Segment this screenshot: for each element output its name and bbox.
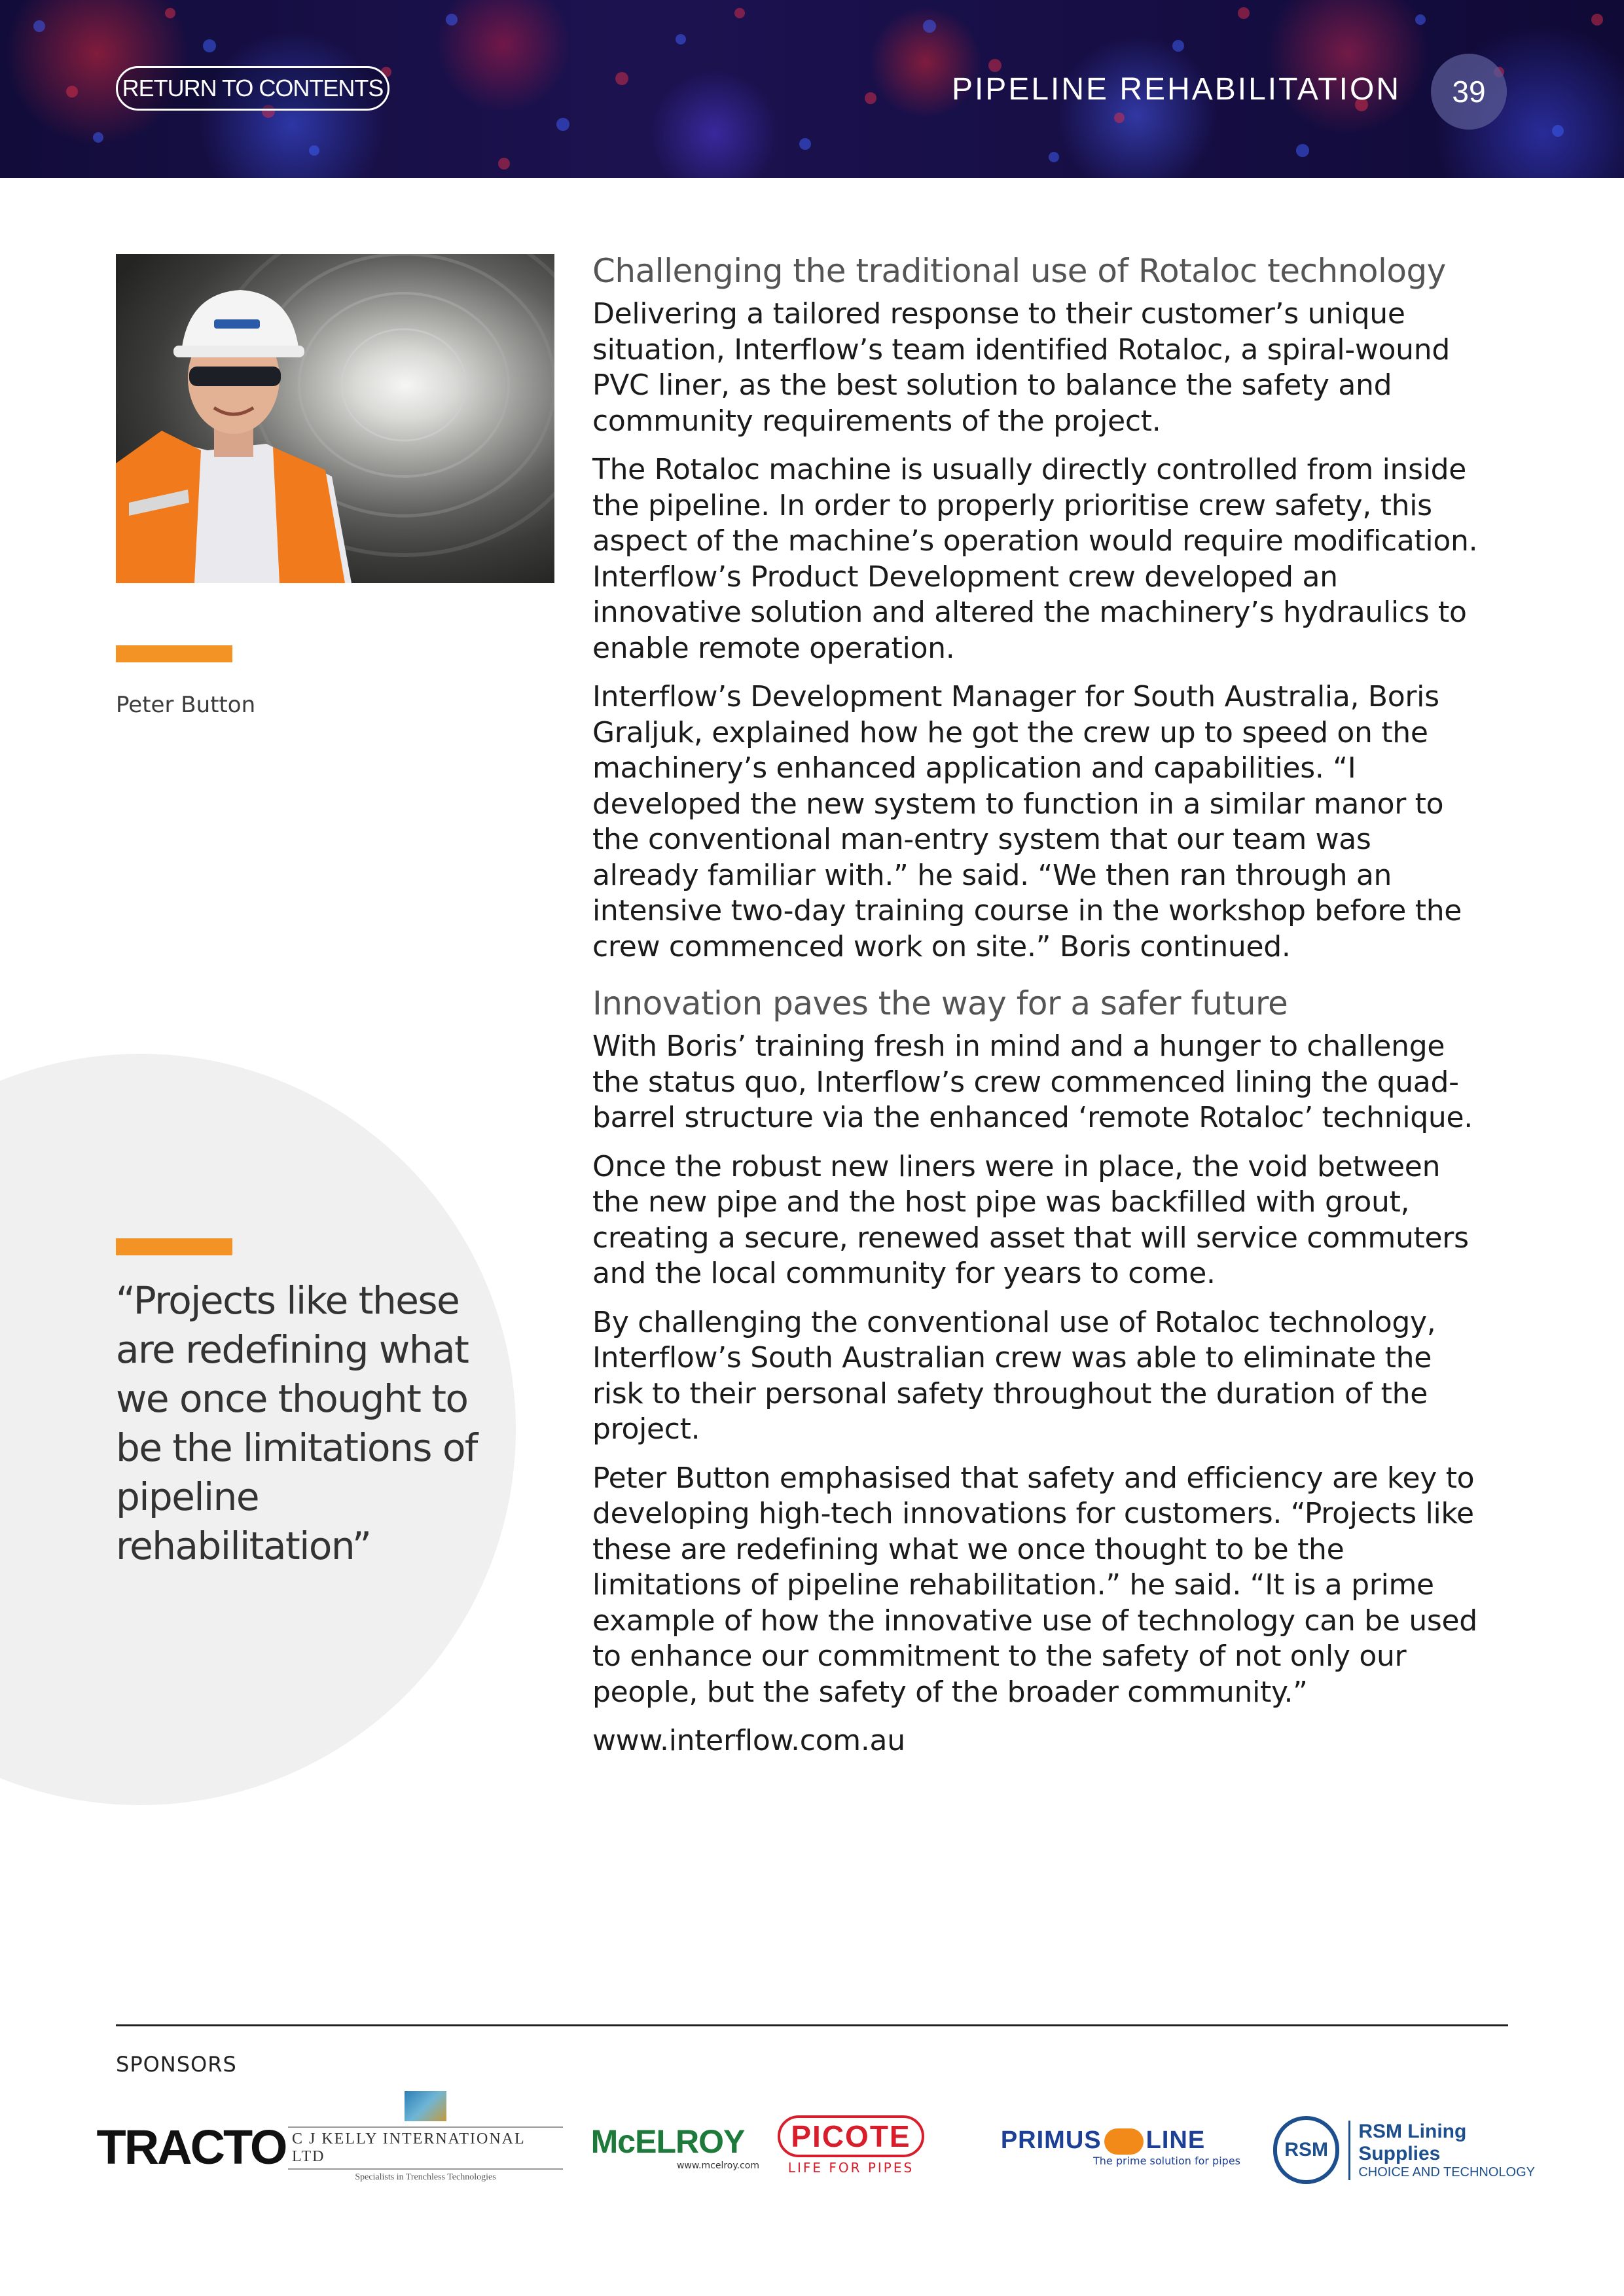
mcelroy-url: www.mcelroy.com [676, 2161, 759, 2171]
website-link[interactable]: www.interflow.com.au [592, 1724, 905, 1757]
person-in-pipe-illustration [116, 254, 554, 583]
return-to-contents-button[interactable]: RETURN TO CONTENTS [116, 66, 389, 111]
primus-ring-icon [1104, 2128, 1144, 2155]
tracto-wordmark: TRACTO [96, 2119, 286, 2174]
sponsor-logo-mcelroy[interactable] [576, 2117, 759, 2176]
article-heading-1: Challenging the traditional use of Rotaloc technology [592, 252, 1446, 290]
mcelroy-wordmark: McELROY [590, 2123, 745, 2160]
quote-accent-bar [116, 1238, 232, 1255]
rsm-circle-icon: RSM [1273, 2116, 1339, 2184]
sponsor-logo-picote[interactable] [776, 2113, 926, 2178]
primus-line-wordmark [1001, 2126, 1205, 2155]
footer-divider [116, 2024, 1508, 2026]
line-word-part: LINE [1146, 2126, 1206, 2154]
rsm-tagline: CHOICE AND TECHNOLOGY [1358, 2164, 1536, 2179]
article-paragraph: Interflow’s Development Manager for South Australia, Boris Graljuk, explained how he got the crew up to speed on the machinery’s enhanced application and capabilities. “I developed the new system to function in a similar manor to the conventional man-entry system that our team was already familiar with.” he said. “We then ran through an intensive two-day training course in the workshop before the crew commenced work on site.” Boris continued. [592, 680, 1462, 963]
picote-wordmark: PICOTE [778, 2115, 924, 2157]
portrait-photo [116, 254, 554, 583]
article-heading-2: Innovation paves the way for a safer future [592, 984, 1288, 1022]
article-paragraph: The Rotaloc machine is usually directly controlled from inside the pipeline. In order to properly prioritise crew safety, this aspect of the machine’s operation would require modification. Interflow’s Product Development crew developed an innovative solution and altered the machinery’s hydraulics to enable remote operation. [592, 453, 1478, 665]
page-number-badge: 39 [1431, 54, 1507, 130]
sponsor-logo-rsm[interactable] [1273, 2111, 1548, 2189]
sponsors-label: SPONSORS [116, 2052, 237, 2077]
picote-tagline: LIFE FOR PIPES [787, 2160, 914, 2176]
article-paragraph: With Boris’ training fresh in mind and a hunger to challenge the status quo, Interflow’s crew commenced lining the quad-barrel structure via the enhanced ‘remote Rotaloc’ technique. [592, 1030, 1473, 1134]
article-paragraph: Delivering a tailored response to their customer’s unique situation, Interflow’s team identified Rotaloc, a spiral-wound PVC liner, as the best solution to balance the safety and community requirements of the project. [592, 297, 1450, 438]
article-paragraph: By challenging the conventional use of Rotaloc technology, Interflow’s South Australian crew was able to eliminate the risk to their personal safety throughout the duration of the project. [592, 1305, 1436, 1446]
primus-word-part: PRIMUS [1000, 2126, 1102, 2154]
cj-kelly-tagline: Specialists in Trenchless Technologies [355, 2172, 496, 2182]
cj-kelly-emblem-icon [405, 2091, 446, 2121]
rsm-wordmark [1348, 2121, 1548, 2180]
sponsor-logo-primus-line[interactable] [952, 2117, 1254, 2176]
sponsor-logo-cj-kelly[interactable] [288, 2091, 563, 2183]
primus-line-tagline: The prime solution for pipes [1092, 2155, 1240, 2167]
rsm-name: RSM Lining Supplies [1358, 2120, 1467, 2164]
article-paragraph: Peter Button emphasised that safety and efficiency are key to developing high-tech innovations for customers. “Projects like these are redefining what we once thought to be the limitations of pipeline rehabilitation.” he said. “It is a prime example of how the innovative use of technology can be used to enhance our commitment to the safety of not only our people, but the safety of the broader community.” [592, 1461, 1477, 1709]
pull-quote: “Projects like these are redefining what we once thought to be the limitations of pipeline rehabilitation” [116, 1278, 477, 1568]
photo-caption: Peter Button [116, 692, 256, 718]
article-body [592, 245, 1483, 1772]
sponsor-logo-tracto[interactable] [96, 2117, 286, 2176]
caption-accent-bar [116, 645, 232, 662]
header-banner [0, 0, 1624, 178]
section-title: PIPELINE REHABILITATION [951, 72, 1401, 107]
cj-kelly-wordmark: C J KELLY INTERNATIONAL LTD [288, 2126, 563, 2170]
article-paragraph: Once the robust new liners were in place, the void between the new pipe and the host pipe was backfilled with grout, creating a secure, renewed asset that will service commuters and the local community for years to come. [592, 1149, 1469, 1290]
